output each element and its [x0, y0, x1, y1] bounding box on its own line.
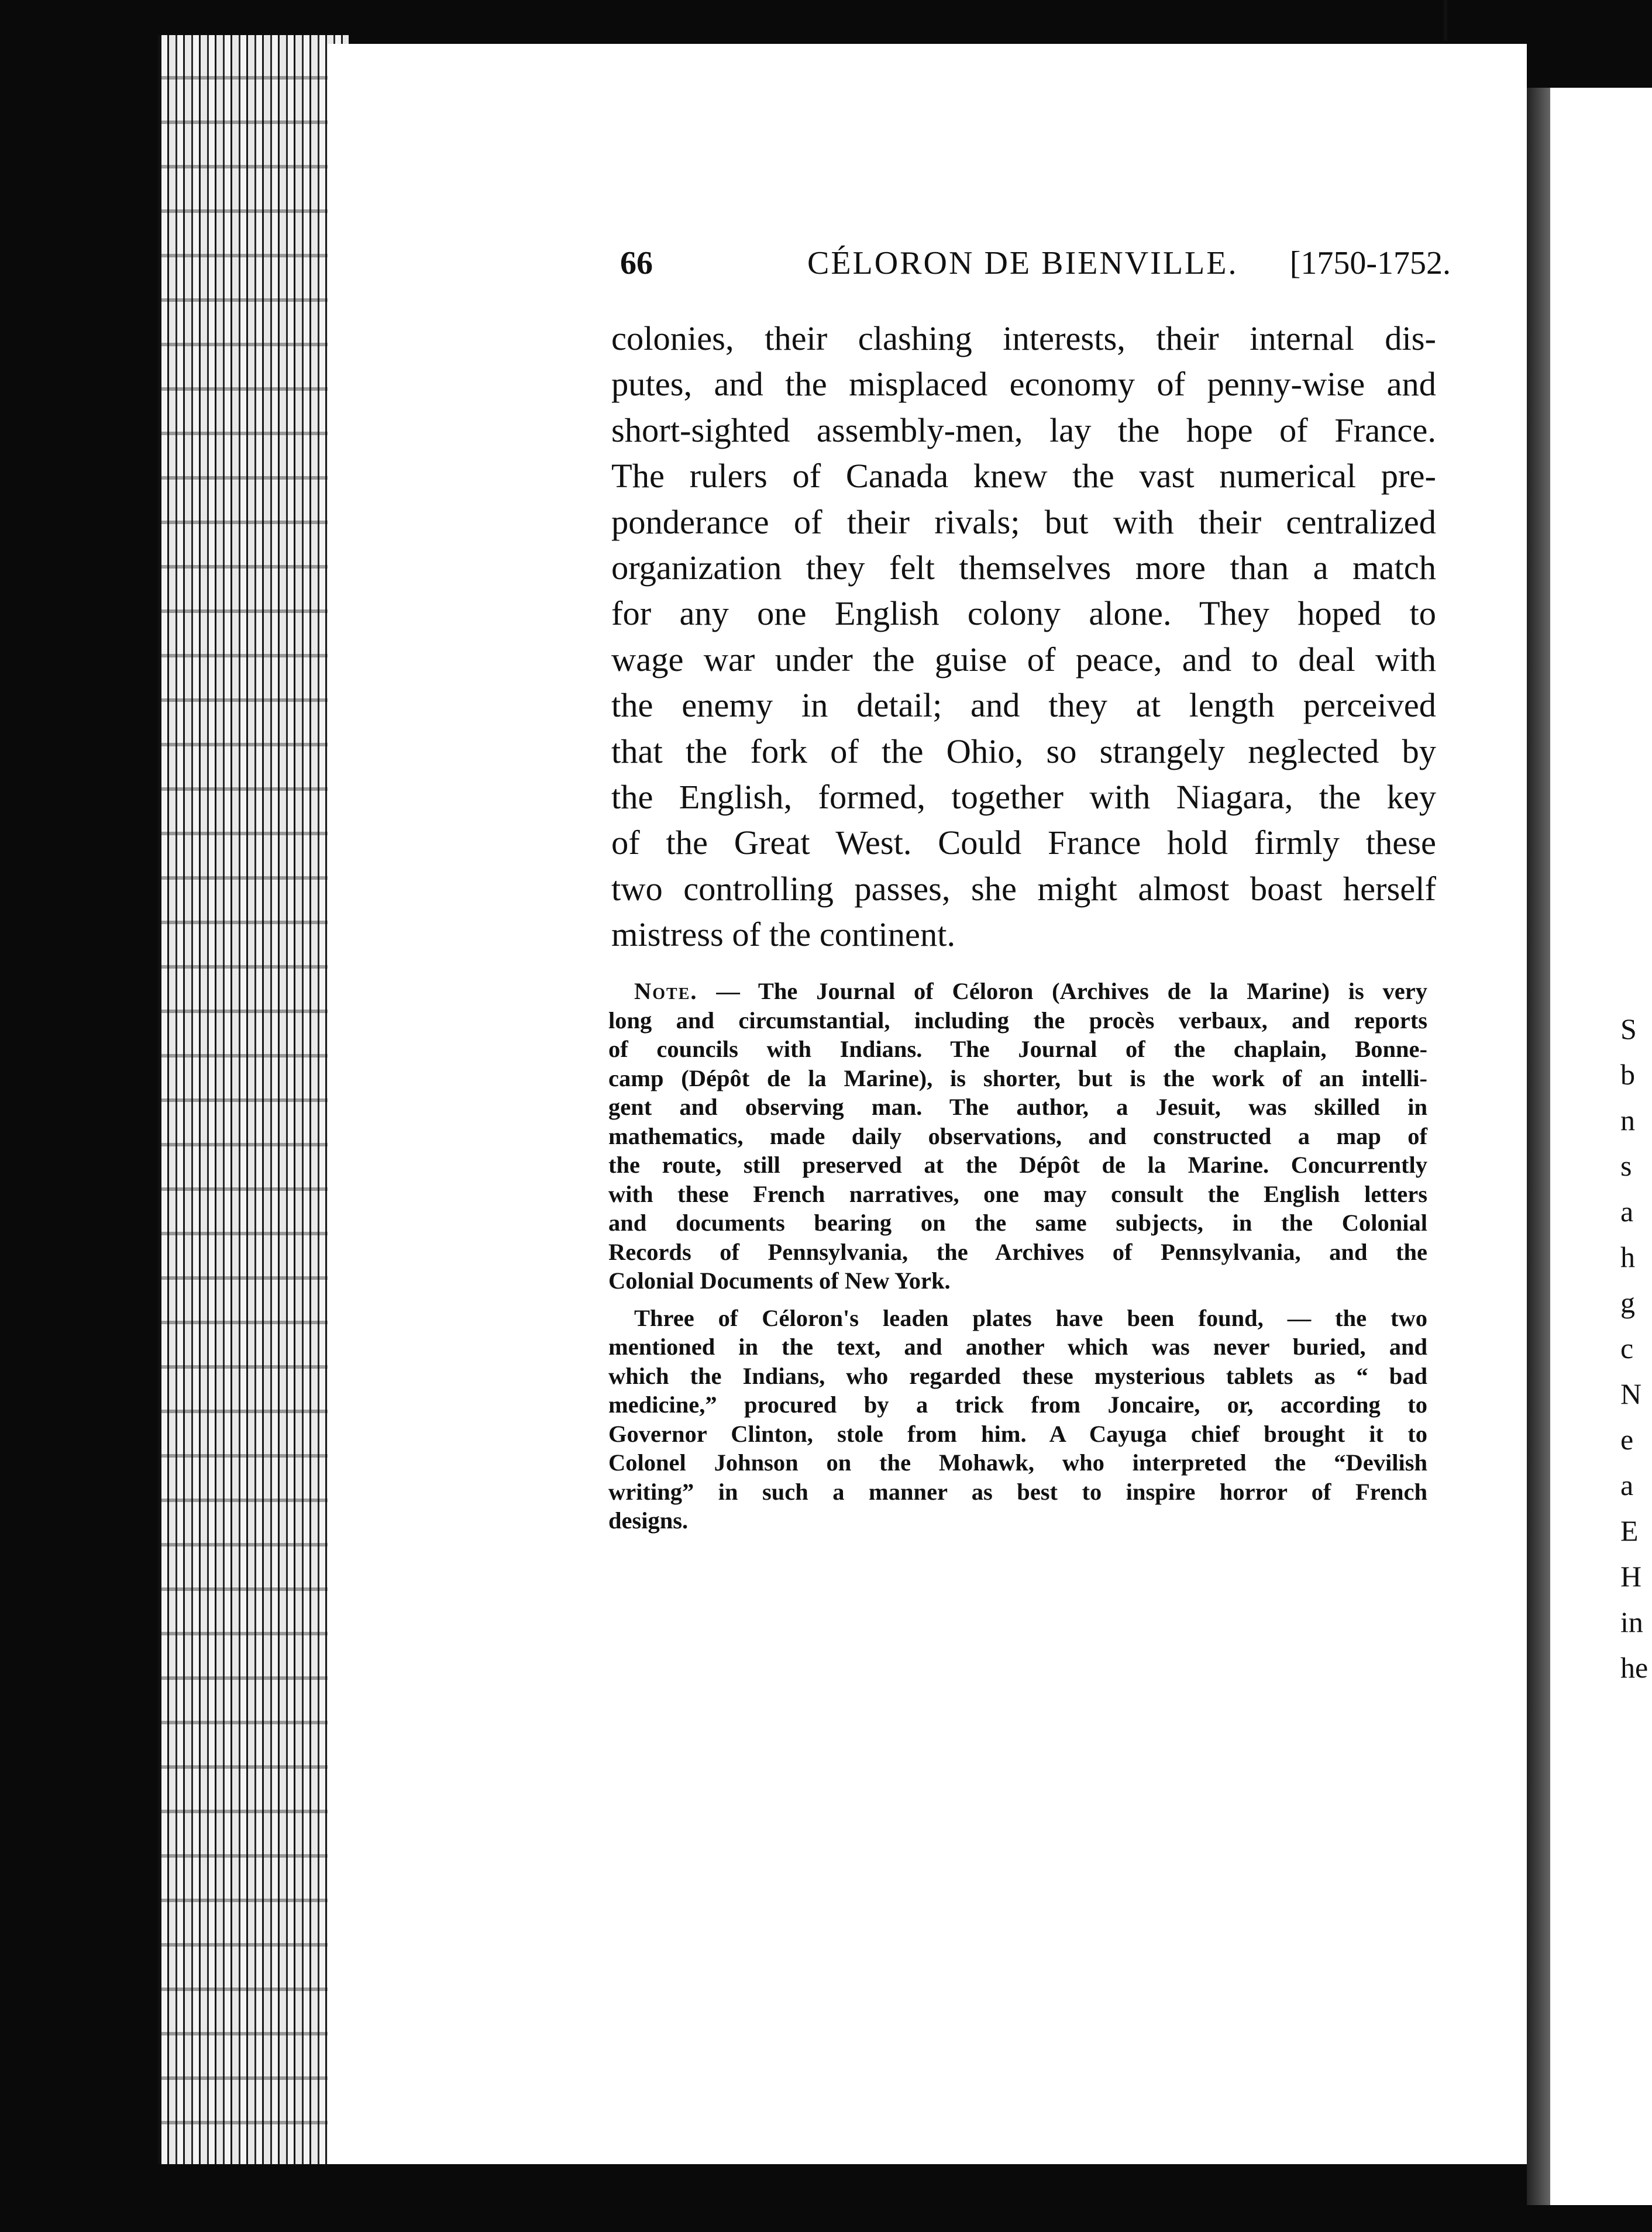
note-line: of councils with Indians. The Journal of the chaplain, Bonne-	[608, 1036, 1427, 1062]
page-header	[620, 244, 1451, 291]
book-page-edges	[158, 35, 349, 2164]
fragment: n	[1620, 1104, 1635, 1136]
note-line: designs.	[608, 1507, 689, 1534]
fragment: c	[1620, 1332, 1634, 1365]
scan-mark	[1444, 0, 1447, 41]
book-gutter	[1527, 88, 1550, 2205]
fragment: a	[1620, 1469, 1634, 1501]
running-title: CÉLORON DE BIENVILLE.	[807, 245, 1238, 281]
body-line: the English, formed, together with Niagara, the key	[611, 777, 1436, 816]
body-line: The rulers of Canada knew the vast numerical pre-	[611, 457, 1436, 495]
body-line: two controlling passes, she might almost boast herself	[611, 869, 1436, 908]
body-line: putes, and the misplaced economy of penny-wise and	[611, 365, 1436, 404]
note-line: Colonial Documents of New York.	[608, 1267, 951, 1294]
note-line: camp (Dépôt de la Marine), is shorter, but is the work of an intelli-	[608, 1065, 1427, 1091]
page-number: 66	[620, 245, 653, 281]
body-line: ponderance of their rivals; but with their centralized	[611, 502, 1436, 541]
note-line: which the Indians, who regarded these mysterious tablets as “ bad	[608, 1362, 1427, 1389]
body-line: colonies, their clashing interests, their internal dis-	[611, 319, 1436, 357]
main-paragraph	[611, 316, 1436, 957]
note-line: long and circumstantial, including the procès verbaux, and reports	[608, 1007, 1427, 1034]
fragment: H	[1620, 1560, 1642, 1593]
fragment: g	[1620, 1286, 1635, 1319]
body-line: organization they felt themselves more than a match	[611, 548, 1436, 587]
fragment: s	[1620, 1149, 1632, 1182]
note-first-line	[608, 977, 1427, 1006]
note-line: mentioned in the text, and another which was never buried, and	[608, 1334, 1427, 1360]
body-line: the enemy in detail; and they at length perceived	[611, 686, 1436, 725]
fragment: e	[1620, 1423, 1634, 1456]
right-page-text-fragments	[1620, 1006, 1652, 1690]
fragment: a	[1620, 1195, 1634, 1228]
note-line: Three of Céloron's leaden plates have been found, — the two	[634, 1304, 1427, 1331]
fragment: E	[1620, 1514, 1639, 1547]
fragment: N	[1620, 1377, 1642, 1410]
note-line: the route, still preserved at the Dépôt de la Marine. Concurrently	[608, 1152, 1427, 1178]
note-line: Records of Pennsylvania, the Archives of Pennsylvania, and the	[608, 1238, 1427, 1265]
fragment: h	[1620, 1241, 1635, 1273]
footnote-block	[608, 977, 1427, 1535]
body-line: mistress of the continent.	[611, 915, 956, 954]
fragment: he	[1620, 1651, 1648, 1684]
fragment: in	[1620, 1606, 1643, 1638]
fragment: S	[1620, 1012, 1637, 1045]
note-line: writing” in such a manner as best to inspire horror of French	[608, 1478, 1427, 1505]
fragment: b	[1620, 1058, 1635, 1091]
note-label: Note.	[634, 978, 698, 1004]
note-line: Colonel Johnson on the Mohawk, who interpreted the “Devilish	[608, 1449, 1427, 1476]
note-line: Governor Clinton, stole from him. A Cayuga chief brought it to	[608, 1420, 1427, 1447]
body-line: that the fork of the Ohio, so strangely neglected by	[611, 732, 1436, 770]
note-line: gent and observing man. The author, a Jesuit, was skilled in	[608, 1094, 1427, 1120]
body-line: short-sighted assembly-men, lay the hope of France.	[611, 411, 1436, 449]
note-line: medicine,” procured by a trick from Joncaire, or, according to	[608, 1391, 1427, 1418]
body-line: for any one English colony alone. They hoped to	[611, 594, 1436, 633]
body-line: of the Great West. Could France hold firmly these	[611, 824, 1436, 862]
date-range: [1750-1752.	[1289, 245, 1451, 281]
note-line: and documents bearing on the same subjects, in the Colonial	[608, 1210, 1427, 1236]
note-line: mathematics, made daily observations, and constructed a map of	[608, 1122, 1427, 1149]
body-line: wage war under the guise of peace, and to deal with	[611, 640, 1436, 678]
note-first-line-text: — The Journal of Céloron (Archives de la Marine) is very	[697, 978, 1427, 1004]
note-line: with these French narratives, one may consult the English letters	[608, 1180, 1427, 1207]
